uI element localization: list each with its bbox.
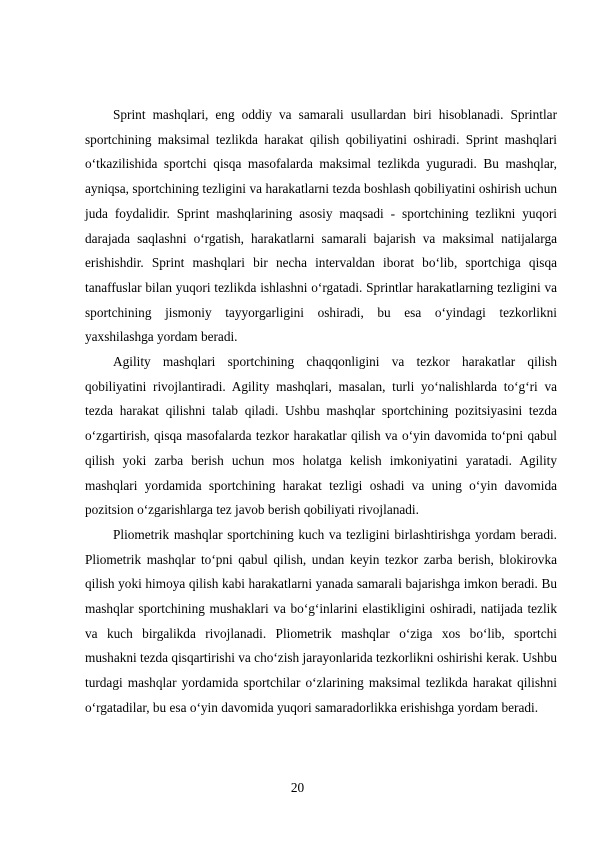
paragraph-agility: Agility mashqlari sportchining chaqqonligini va tezkor harakatlar qilish qobiliyatini rivojlantiradi. Agility mashqlari, masalan, turli yo‘nalishlarda to‘g‘ri va tezda harakat qilishni talab qiladi. Ushbu mashqlar sportchining pozitsiyasini tezda o‘zgartirish, qisqa masofalarda tezkor harakatlar qilish va o‘yin davomida to‘pni qabul qilish yoki zarba berish uchun mos holatga kelish imkoniyatini yaratadi. Agility mashqlari yordamida sportchining harakat tezligi oshadi va uning o‘yin davomida pozitsion o‘zgarishlarga tez javob berish qobiliyati rivojlanadi.	[85, 354, 557, 518]
page-number: 20	[290, 780, 305, 795]
paragraph-sprint: Sprint mashqlari, eng oddiy va samarali usullardan biri hisoblanadi. Sprintlar sportchining maksimal tezlikda harakat qilish qobiliyatini oshiradi. Sprint mashqlari o‘tkazilishida sportchi qisqa masofalarda maksimal tezlikda yuguradi. Bu mashqlar, ayniqsa, sportchining tezligini va harakatlarni tezda boshlash qobiliyatini oshirish uchun juda foydalidir. Sprint mashqlarining asosiy maqsadi - sportchining tezlikni yuqori darajada saqlashni o‘rgatish, harakatlarni samarali bajarish va maksimal natijalarga erishishdir. Sprint mashqlari bir necha intervaldan iborat bo‘lib, sportchiga qisqa tanaffuslar bilan yuqori tezlikda ishlashni o‘rgatadi. Sprintlar harakatlarning tezligini va sportchining jismoniy tayyorgarligini oshiradi, bu esa o‘yindagi tezkorlikni yaxshilashga yordam beradi.	[85, 107, 557, 345]
paragraph-plyometric: Pliometrik mashqlar sportchining kuch va tezligini birlashtirishga yordam beradi. Pliometrik mashqlar to‘pni qabul qilish, undan keyin tezkor zarba berish, blokirovka qilish yoki himoya qilish kabi harakatlarni yanada samarali bajarishga imkon beradi. Bu mashqlar sportchining mushaklari va bo‘g‘inlarini elastikligini oshiradi, natijada tezlik va kuch birgalikda rivojlanadi. Pliometrik mashqlar o‘ziga xos bo‘lib, sportchi mushakni tezda qisqartirishi va cho‘zish jarayonlarida tezkorlikni oshirishi kerak. Ushbu turdagi mashqlar yordamida sportchilar o‘zlarining maksimal tezlikda harakat qilishni o‘rgatadilar, bu esa o‘yin davomida yuqori samaradorlikka erishishga yordam beradi.	[85, 526, 557, 715]
body-text	[85, 103, 557, 721]
